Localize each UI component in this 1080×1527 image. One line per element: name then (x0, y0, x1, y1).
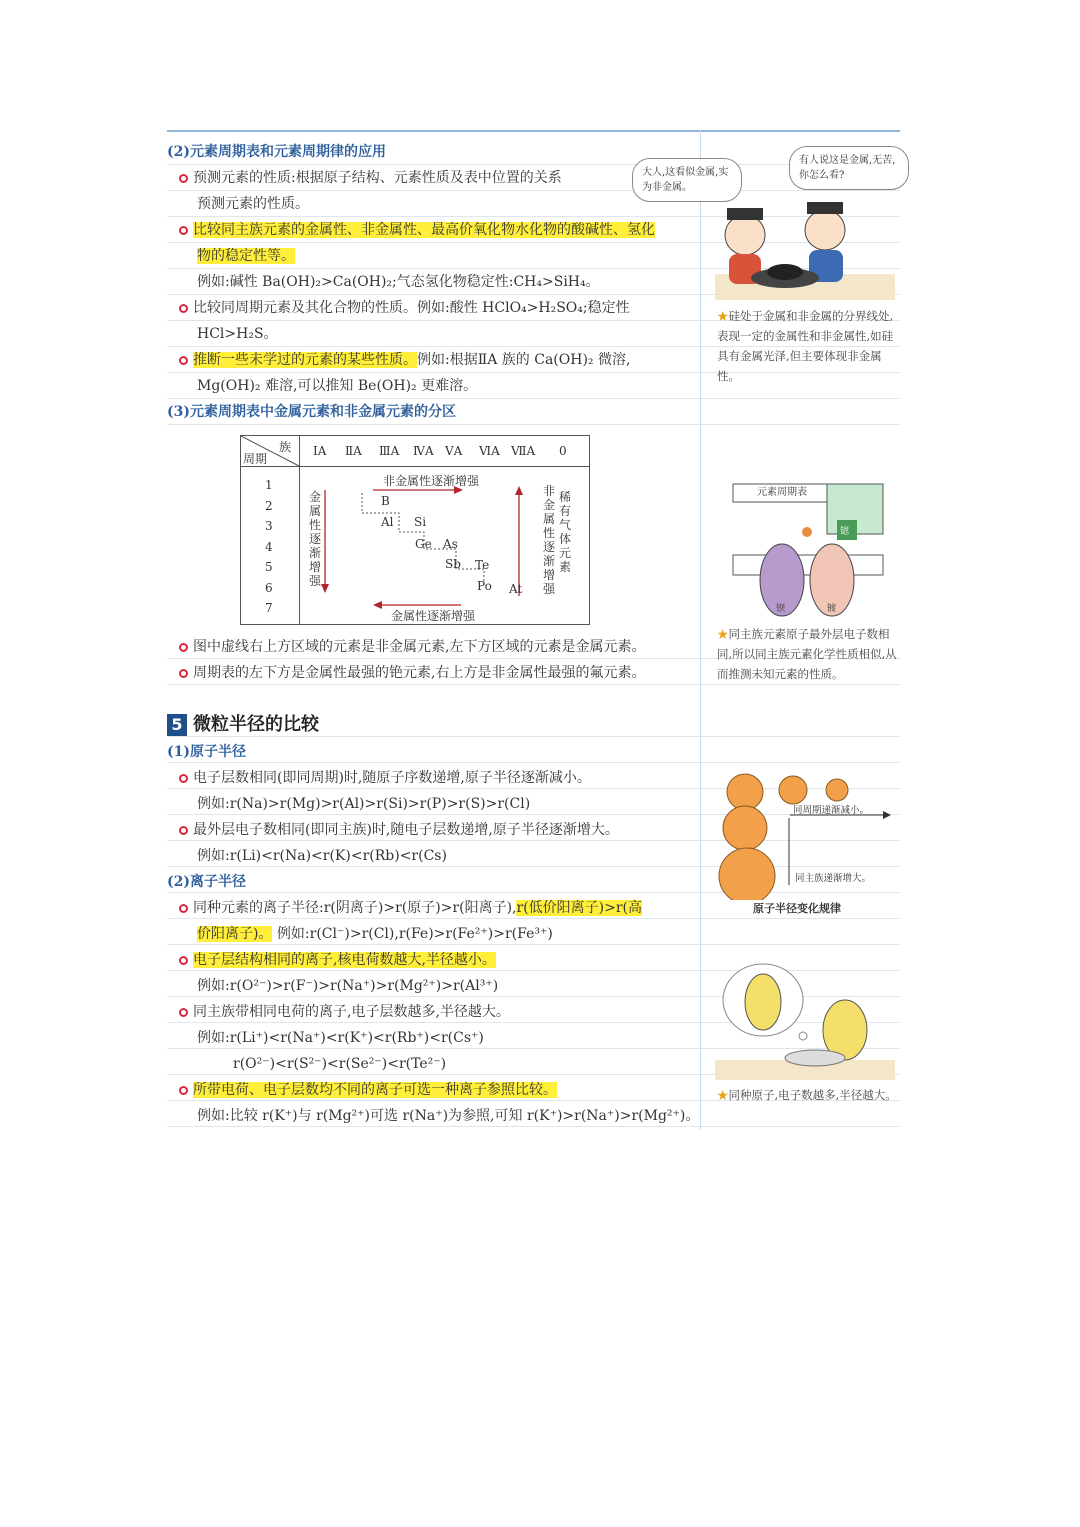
element-symbol: Ge (415, 537, 432, 551)
ion-rule4: 所带电荷、电子层数均不同的离子可选一种离子参照比较。 (179, 1078, 557, 1102)
margin-divider (700, 130, 701, 1130)
group-trend-label: 同主族递渐增大。 (795, 873, 872, 884)
bullet-icon (179, 774, 188, 783)
star-icon: ★ (717, 1088, 729, 1102)
sec2-item4: 推断一些未学过的元素的某些性质。例如:根据ⅡA 族的 Ca(OH)₂ 微溶, (179, 348, 630, 372)
ruled-line (167, 424, 900, 425)
bullet-icon (179, 304, 188, 313)
char-left-label: 钡 (776, 604, 786, 614)
atom-radius-heading: (1)原子半径 (167, 744, 246, 760)
atom-rule1: 电子层数相同(即同周期)时,随原子序数递增,原子半径逐渐减小。 (179, 766, 591, 790)
bullet-icon (179, 226, 188, 235)
card-label: 锶 (840, 527, 850, 537)
char-right-label: 镀 (827, 604, 837, 614)
bullet-icon (179, 1086, 188, 1095)
period-trend-label: 同周期递渐减小。 (793, 805, 870, 816)
page (167, 130, 900, 1130)
bottom-arrow-label: 金属性逐渐增强 (391, 609, 476, 623)
sec3-heading: (3)元素周期表中金属元素和非金属元素的分区 (167, 404, 456, 420)
corner-period-label: 周期 (243, 452, 268, 466)
right-arrowhead (515, 486, 523, 495)
sec2-heading: (2)元素周期表和元素周期律的应用 (167, 144, 386, 160)
table-diagram (241, 436, 589, 624)
ion-rule2-example: 例如:r(O²⁻)>r(F⁻)>r(Na⁺)>r(Mg²⁺)>r(Al³⁺) (197, 978, 499, 994)
note-silicon: ★硅处于金属和非金属的分界线处,表现一定的金属性和非金属性,如硅具有金属光泽,但主要体现非金属性。 (717, 309, 894, 383)
bullet-icon (179, 174, 188, 183)
period-number: 7 (265, 601, 273, 615)
bullet-icon (179, 904, 188, 913)
sec2-item2: 比较同主族元素的金属性、非金属性、最高价氧化物水化物的酸碱性、氢化 (179, 218, 655, 242)
element-symbol: At (509, 582, 523, 596)
sec2-item3: 比较同周期元素及其化合物的性质。例如:酸性 HClO₄>H₂SO₄;稳定性 (179, 296, 630, 320)
sec2-item1-cont: 预测元素的性质。 (197, 196, 309, 212)
bullet-icon (179, 826, 188, 835)
cartoon-silicon-discussion (715, 190, 895, 300)
group-header: ⅡA (345, 444, 362, 458)
bottom-arrowhead (373, 601, 382, 609)
bullet-icon (179, 356, 188, 365)
corner-group-label: 族 (279, 440, 292, 454)
group-header: ⅠA (313, 444, 327, 458)
sec2-item2-cont: 物的稳定性等。 (197, 248, 295, 264)
speech-bubble-right: 有人说这是金属,无苦,你怎么看? (789, 146, 909, 190)
cartoon-ion-pears (715, 960, 895, 1080)
group-header: ⅢA (379, 444, 400, 458)
sec2-item4-cont: Mg(OH)₂ 难溶,可以推知 Be(OH)₂ 更难溶。 (197, 378, 478, 394)
ion-rule3: 同主族带相同电荷的离子,电子层数越多,半径越大。 (179, 1000, 510, 1024)
period-number: 5 (265, 560, 273, 574)
speech-bubble-left: 大人,这看似金属,实为非金属。 (632, 158, 742, 202)
sec3-note2: 周期表的左下方是金属性最强的铯元素,右上方是非金属性最强的氟元素。 (179, 661, 645, 685)
left-arrow-label: 金属性逐渐增强 (309, 490, 322, 588)
sec5-title: 5 微粒半径的比较 (167, 710, 319, 736)
group-header: ⅥA (479, 444, 500, 458)
ion-rule4-example: 例如:比较 r(K⁺)与 r(Mg²⁺)可选 r(Na⁺)为参照,可知 r(K⁺)>r(Na⁺)>r(Mg²⁺)。 (197, 1108, 700, 1124)
top-arrow-label: 非金属性逐渐增强 (383, 474, 480, 488)
group-header: 0 (559, 444, 567, 458)
element-symbol: Si (414, 515, 427, 529)
star-icon: ★ (717, 309, 729, 323)
element-symbol: Sb (445, 557, 461, 571)
element-symbol: Po (477, 579, 492, 593)
bullet-icon (179, 669, 188, 678)
top-rule (167, 130, 900, 132)
period-number: 4 (265, 539, 273, 554)
period-number: 3 (265, 519, 273, 533)
bullet-icon (179, 643, 188, 652)
group-header: ⅦA (511, 444, 536, 458)
section-number-badge: 5 (167, 714, 187, 736)
ion-rule2: 电子层结构相同的离子,核电荷数越大,半径越小。 (179, 948, 496, 972)
cartoon-periodic-table (727, 480, 887, 620)
sec3-note1: 图中虚线右上方区域的元素是非金属元素,左下方区域的元素是金属元素。 (179, 635, 645, 659)
atom-rule1-example: 例如:r(Na)>r(Mg)>r(Al)>r(Si)>r(P)>r(S)>r(Cl) (197, 796, 531, 812)
element-symbol: As (443, 537, 458, 551)
sec2-item3-cont: HCl>H₂S。 (197, 326, 278, 342)
right-arrow-label: 非金属性逐渐增强 (543, 484, 556, 596)
ruled-line (167, 736, 900, 737)
period-number: 2 (265, 498, 273, 513)
element-symbol: Al (381, 515, 394, 529)
ion-rule1-cont: 价阳离子)。 例如:r(Cl⁻)>r(Cl),r(Fe)>r(Fe²⁺)>r(Fe³⁺) (197, 926, 553, 942)
ion-rule1: 同种元素的离子半径:r(阴离子)>r(原子)>r(阳离子),r(低价阳离子)>r(高 (179, 896, 642, 920)
group-header: ⅤA (445, 444, 463, 458)
periodic-zone-table (240, 435, 590, 625)
radius-caption: 原子半径变化规律 (753, 902, 841, 915)
group-header: ⅣA (413, 444, 434, 458)
note-ion: ★同种原子,电子数越多,半径越大。 (717, 1088, 897, 1102)
periodic-table-label: 元素周期表 (757, 487, 807, 498)
period-number: 6 (265, 580, 273, 595)
element-symbol: B (381, 494, 390, 508)
ion-radius-heading: (2)离子半径 (167, 874, 246, 890)
bullet-icon (179, 1008, 188, 1017)
sec2-item2-example: 例如:碱性 Ba(OH)₂>Ca(OH)₂;气态氢化物稳定性:CH₄>SiH₄。 (197, 274, 600, 290)
ruled-line (167, 398, 900, 399)
ion-rule3-example2: r(O²⁻)<r(S²⁻)<r(Se²⁻)<r(Te²⁻) (233, 1056, 447, 1072)
noble-gas-label: 稀有气体元素 (559, 490, 572, 574)
note-group: ★同主族元素原子最外层电子数相同,所以同主族元素化学性质相似,从而推测未知元素的性质。 (717, 627, 897, 681)
atom-rule2: 最外层电子数相同(即同主族)时,随电子层数递增,原子半径逐渐增大。 (179, 818, 619, 842)
ion-rule3-example1: 例如:r(Li⁺)<r(Na⁺)<r(K⁺)<r(Rb⁺)<r(Cs⁺) (197, 1030, 484, 1046)
sec2-item1: 预测元素的性质:根据原子结构、元素性质及表中位置的关系 (179, 166, 562, 190)
period-number: 1 (265, 478, 273, 492)
element-symbol: Te (475, 558, 490, 572)
atom-rule2-example: 例如:r(Li)<r(Na)<r(K)<r(Rb)<r(Cs) (197, 848, 447, 864)
ruled-line (167, 762, 900, 763)
bullet-icon (179, 956, 188, 965)
star-icon: ★ (717, 627, 729, 641)
